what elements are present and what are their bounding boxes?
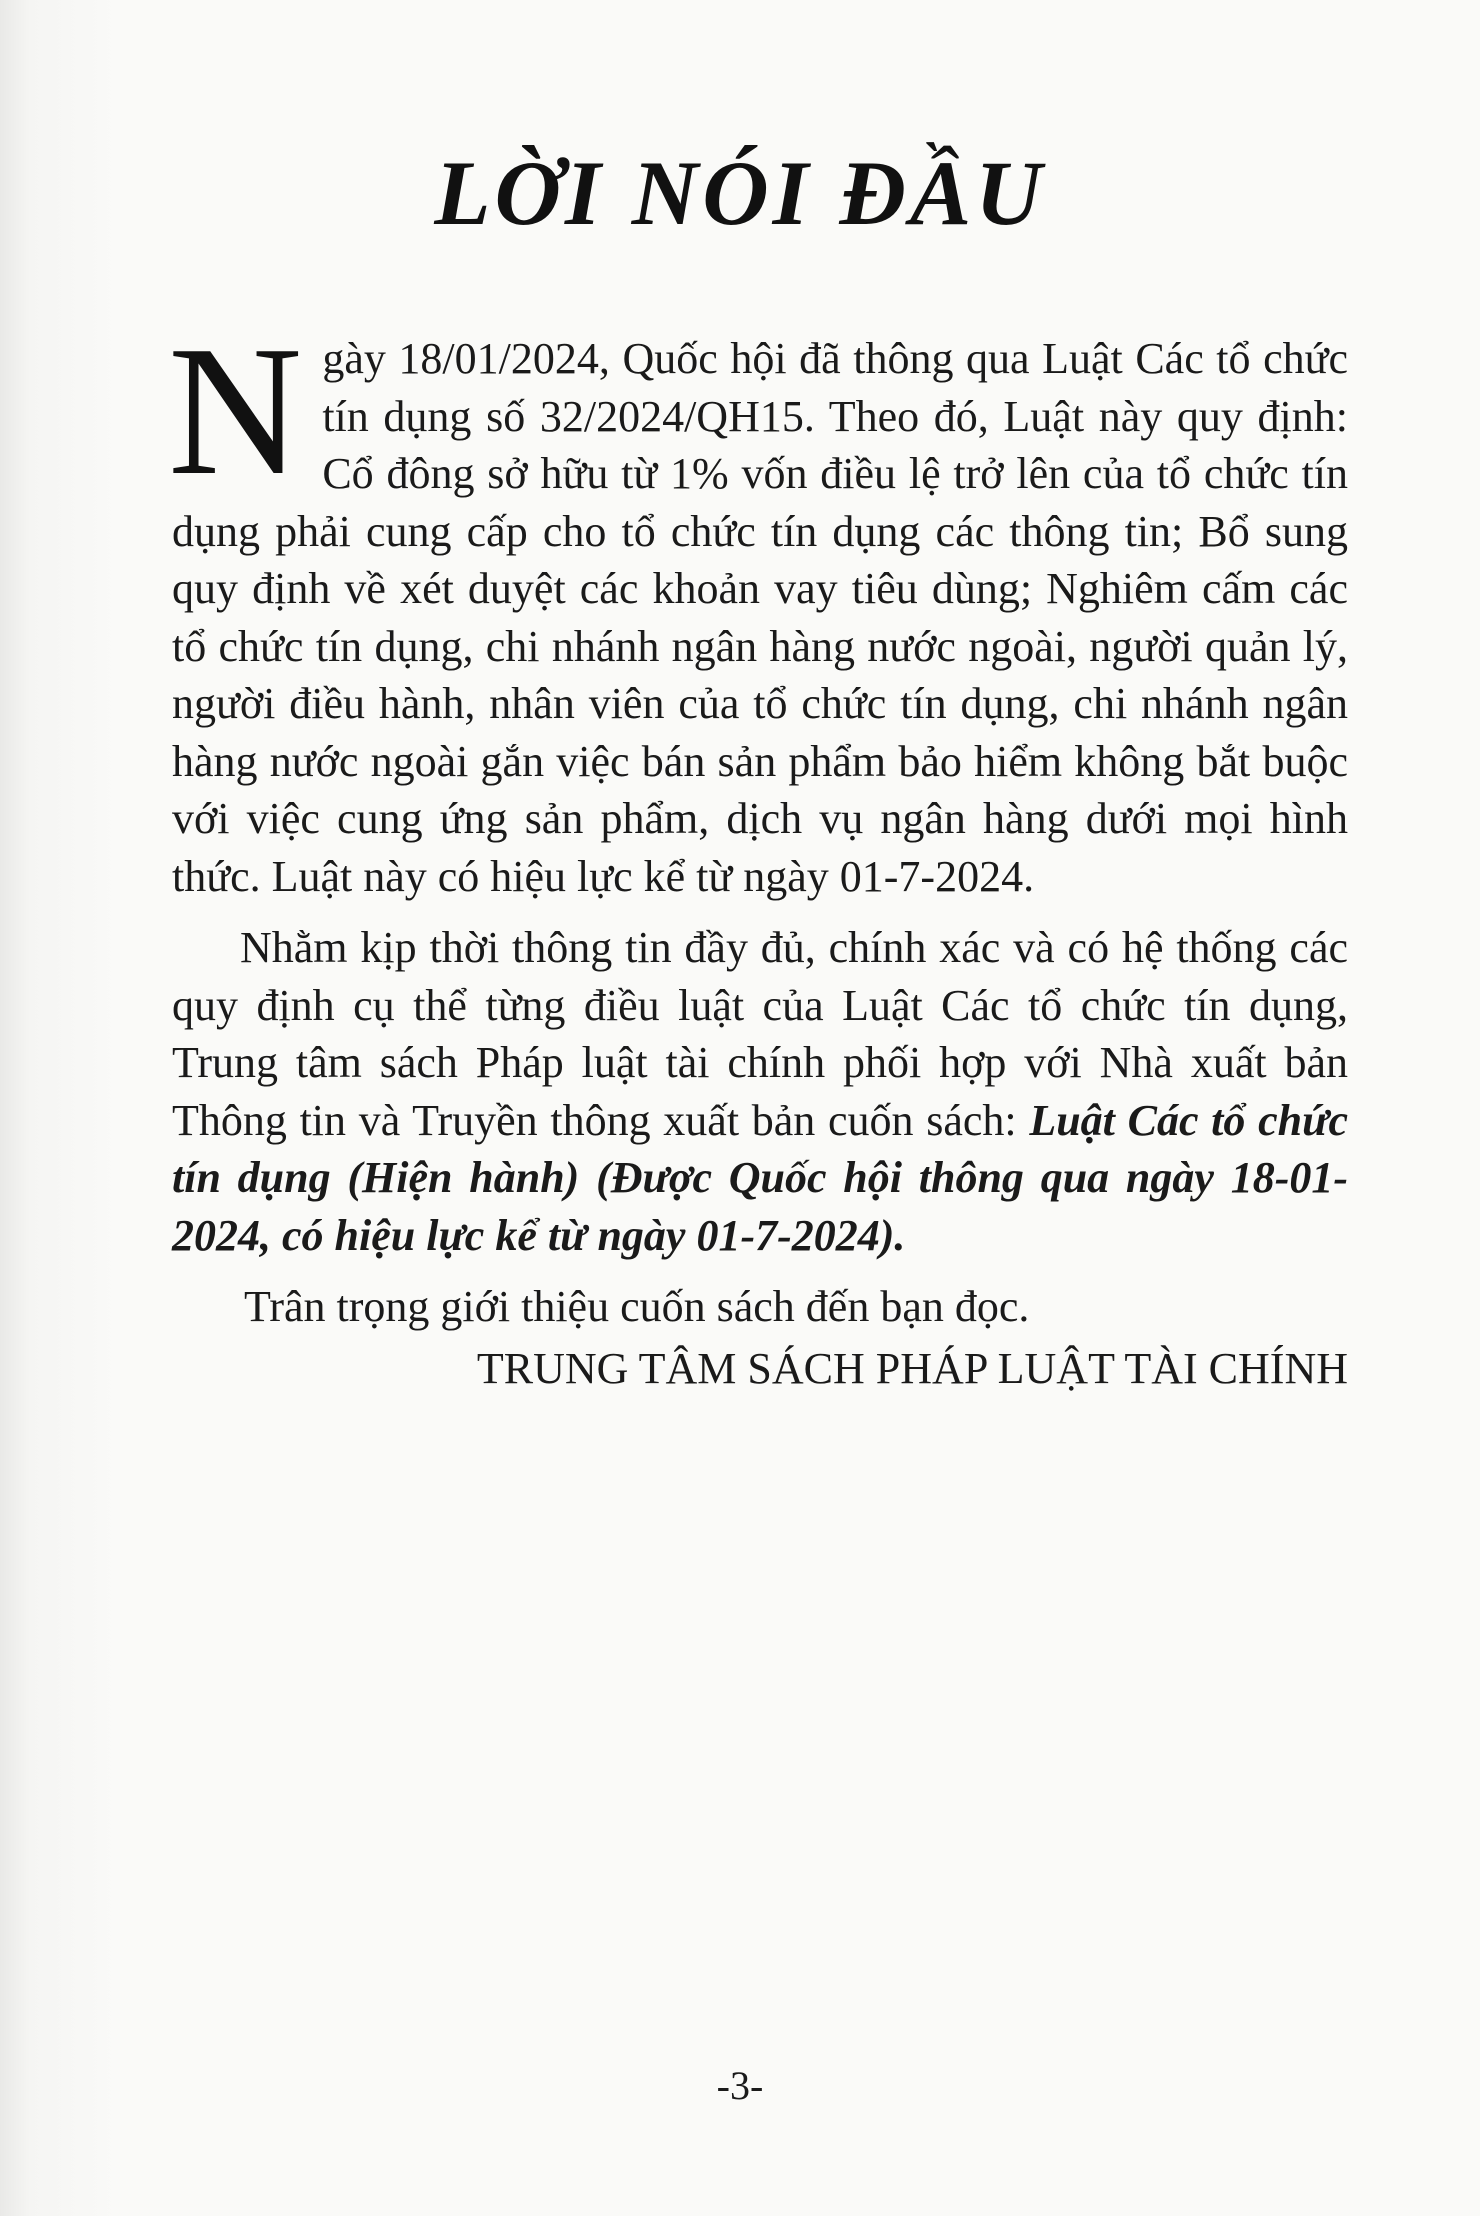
closing-line (172, 1278, 1348, 1336)
paragraph-publication (172, 919, 1348, 1264)
page-title: LỜI NÓI ĐẦU (434, 142, 1046, 244)
closing-text: Trân trọng giới thiệu cuốn sách đến bạn đọc. (244, 1282, 1030, 1331)
paragraph-intro (168, 308, 1348, 905)
signature: TRUNG TÂM SÁCH PHÁP LUẬT TÀI CHÍNH (476, 1343, 1348, 1393)
paragraph-publication-text: Nhằm kịp thời thông tin đầy đủ, chính xác và có hệ thống các quy định cụ thể từng điều luật của Luật Các tổ chức tín dụng, Trung tâm sách Pháp luật tài chính phối hợp với Nhà xuất bản Thông tin và Truyền thông xuất bản cuốn sách: (172, 923, 1348, 1145)
paragraph-intro-text: gày 18/01/2024, Quốc hội đã thông qua Luật Các tổ chức tín dụng số 32/2024/QH15. Theo đó, Luật này quy định: Cổ đông sở hữu từ 1% vốn điều lệ trở lên của tổ chức tín dụng phải cung cấp cho tổ chức tín dụng các thông tin; Bổ sung quy định về xét duyệt các khoản vay tiêu dùng; Nghiêm cấm các tổ chức tín dụng, chi nhánh ngân hàng nước ngoài, người quản lý, người điều hành, nhân viên của tổ chức tín dụng, chi nhánh ngân hàng nước ngoài gắn việc bán sản phẩm bảo hiểm không bắt buộc với việc cung ứng sản phẩm, dịch vụ ngân hàng dưới mọi hình thức. Luật này có hiệu lực kể từ ngày 01-7-2024. (172, 334, 1348, 901)
drop-cap: N (168, 308, 303, 514)
page-number: -3- (716, 2063, 764, 2108)
body-text (168, 308, 1348, 1397)
book-title: Luật Các tổ chức tín dụng (Hiện hành) (Được Quốc hội thông qua ngày 18-01-2024, có hiệu lực kể từ ngày 01-7-2024). (172, 1095, 1348, 1260)
